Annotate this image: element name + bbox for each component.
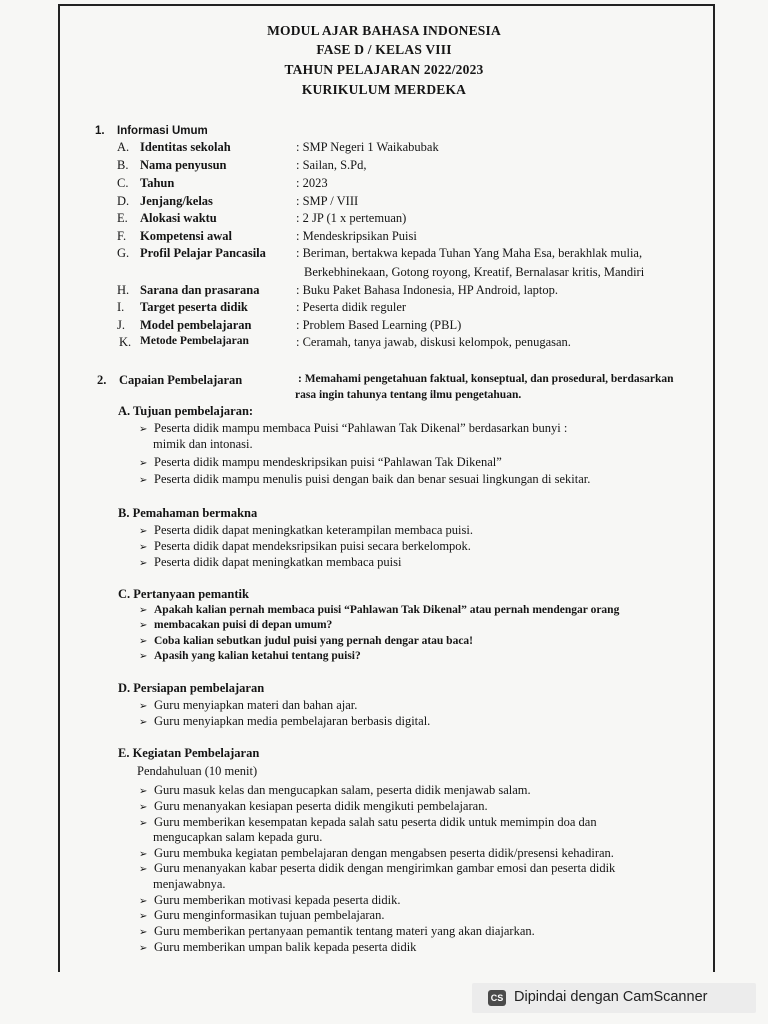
camscanner-text: Dipindai dengan CamScanner — [514, 989, 708, 1005]
bullet-item-text: membacakan puisi di depan umum? — [154, 619, 333, 631]
info-row-label: Target peserta didik — [140, 300, 248, 314]
info-row-letter: C. — [117, 176, 129, 190]
info-row-value: : Ceramah, tanya jawab, diskusi kelompok, penugasan. — [296, 335, 571, 349]
arrow-bullet-icon: ➢ — [139, 636, 148, 647]
doc-title-line2: FASE D / KELAS VIII — [316, 42, 452, 57]
doc-title-line1: MODUL AJAR BAHASA INDONESIA — [267, 23, 501, 38]
bullet-item-text: Peserta didik mampu menulis puisi dengan baik dan benar sesuai lingkungan di sekitar. — [154, 472, 591, 486]
section1-number: 1. — [95, 125, 105, 137]
bullet-item-text: Guru memberikan motivasi kepada peserta didik. — [154, 893, 401, 907]
arrow-bullet-icon: ➢ — [139, 651, 148, 662]
bullet-item — [139, 783, 531, 798]
section2-number: 2. — [97, 373, 107, 387]
info-row-label: Sarana dan prasarana — [140, 283, 260, 297]
bullet-item — [139, 861, 615, 876]
info-row-letter: J. — [117, 318, 125, 332]
info-row-label: Profil Pelajar Pancasila — [140, 246, 266, 260]
arrow-bullet-icon: ➢ — [139, 558, 148, 569]
info-row-letter: B. — [117, 158, 129, 172]
bullet-item-text: Peserta didik dapat mendeksripsikan puisi secara berkelompok. — [154, 539, 471, 553]
info-row-value: : 2023 — [296, 176, 328, 190]
info-row-label: Alokasi waktu — [140, 211, 217, 225]
info-row-value: : Problem Based Learning (PBL) — [296, 318, 462, 332]
bullet-item-text: Guru menginformasikan tujuan pembelajaran. — [154, 908, 385, 922]
info-row-letter: H. — [117, 283, 130, 297]
arrow-bullet-icon: ➢ — [139, 896, 148, 907]
bullet-item-text: Peserta didik dapat meningkatkan membaca puisi — [154, 555, 402, 569]
arrow-bullet-icon: ➢ — [139, 802, 148, 813]
subsection-subheading: Pendahuluan (10 menit) — [137, 764, 258, 778]
info-row-value: : SMP / VIII — [296, 194, 359, 208]
info-row-value-continued: Berkebhinekaan, Gotong royong, Kreatif, Bernalasar kritis, Mandiri — [304, 265, 645, 279]
bullet-item-continuation: mengucapkan salam kepada guru. — [153, 830, 323, 844]
bullet-item-text: Apakah kalian pernah membaca puisi “Pahlawan Tak Dikenal” atau pernah mendengar orang — [154, 604, 620, 616]
bullet-item — [139, 846, 614, 861]
bullet-item-text: Guru membuka kegiatan pembelajaran dengan mengabsen peserta didik/presensi kehadiran. — [154, 846, 614, 860]
info-row-letter: K. — [119, 335, 132, 349]
info-row-label: Identitas sekolah — [140, 140, 231, 154]
bullet-item — [139, 619, 332, 631]
arrow-bullet-icon: ➢ — [139, 458, 148, 469]
arrow-bullet-icon: ➢ — [139, 620, 148, 631]
bullet-item-text: Guru menyiapkan materi dan bahan ajar. — [154, 698, 358, 712]
arrow-bullet-icon: ➢ — [139, 542, 148, 553]
info-row-value: : SMP Negeri 1 Waikabubak — [296, 140, 439, 154]
bullet-item — [139, 924, 535, 939]
arrow-bullet-icon: ➢ — [139, 786, 148, 797]
info-row-label: Kompetensi awal — [140, 229, 233, 243]
arrow-bullet-icon: ➢ — [139, 943, 148, 954]
bullet-item-text: Guru memberikan umpan balik kepada peserta didik — [154, 940, 417, 954]
bullet-item-text: Peserta didik dapat meningkatkan keterampilan membaca puisi. — [154, 523, 473, 537]
bullet-item — [139, 714, 430, 729]
camscanner-watermark — [472, 983, 756, 1013]
subsection-heading: D. Persiapan pembelajaran — [118, 681, 265, 695]
bullet-item — [139, 650, 361, 662]
subsection-heading: B. Pemahaman bermakna — [118, 506, 258, 520]
info-row-label: Jenjang/kelas — [140, 194, 213, 208]
info-row-letter: G. — [117, 246, 130, 260]
bullet-item — [139, 815, 597, 830]
bullet-item — [139, 555, 402, 570]
arrow-bullet-icon: ➢ — [139, 849, 148, 860]
bullet-item-text: Guru masuk kelas dan mengucapkan salam, peserta didik menjawab salam. — [154, 783, 531, 797]
arrow-bullet-icon: ➢ — [139, 911, 148, 922]
info-row-value: : Buku Paket Bahasa Indonesia, HP Android, laptop. — [296, 283, 559, 297]
bullet-item — [139, 893, 400, 908]
info-row-letter: A. — [117, 140, 130, 154]
bullet-item — [139, 523, 473, 538]
bullet-item — [139, 539, 471, 554]
arrow-bullet-icon: ➢ — [139, 424, 148, 435]
bullet-item-text: Guru memberikan kesempatan kepada salah satu peserta didik untuk memimpin doa dan — [154, 815, 597, 829]
info-row-label: Model pembelajaran — [140, 318, 252, 332]
arrow-bullet-icon: ➢ — [139, 717, 148, 728]
bullet-item-text: Coba kalian sebutkan judul puisi yang pernah dengar atau baca! — [154, 635, 474, 647]
bullet-item-continuation: mimik dan intonasi. — [153, 437, 253, 451]
bullet-item-text: Guru menanyakan kesiapan peserta didik mengikuti pembelajaran. — [154, 799, 488, 813]
bullet-item-text: Guru menyiapkan media pembelajaran berbasis digital. — [154, 714, 431, 728]
info-row-label: Nama penyusun — [140, 158, 227, 172]
bullet-item — [139, 421, 567, 436]
bullet-item-text: Guru menanyakan kabar peserta didik dengan mengirimkan gambar emosi dan peserta didik — [154, 861, 616, 875]
info-row-label: Metode Pembelajaran — [140, 335, 249, 347]
arrow-bullet-icon: ➢ — [139, 927, 148, 938]
bullet-item-text: Peserta didik mampu membaca Puisi “Pahlawan Tak Dikenal” berdasarkan bunyi : — [154, 421, 568, 435]
bullet-item — [139, 908, 384, 923]
bullet-item — [139, 940, 416, 955]
bullet-item — [139, 799, 488, 814]
bullet-item-text: Apasih yang kalian ketahui tentang puisi? — [154, 650, 361, 662]
bullet-item — [139, 604, 619, 616]
section2-title: Capaian Pembelajaran — [119, 373, 243, 387]
arrow-bullet-icon: ➢ — [139, 864, 148, 875]
bullet-item-text: Peserta didik mampu mendeskripsikan puisi “Pahlawan Tak Dikenal” — [154, 455, 502, 469]
camscanner-logo-icon: CS — [488, 990, 506, 1006]
subsection-heading: A. Tujuan pembelajaran: — [118, 404, 254, 418]
arrow-bullet-icon: ➢ — [139, 475, 148, 486]
bullet-item — [139, 635, 473, 647]
capaian-desc-line1: : Memahami pengetahuan faktual, konseptual, dan prosedural, berdasarkan — [298, 373, 674, 385]
arrow-bullet-icon: ➢ — [139, 605, 148, 616]
info-row-value: : Sailan, S.Pd, — [296, 158, 367, 172]
bullet-item-continuation: menjawabnya. — [153, 877, 226, 891]
bullet-item — [139, 698, 357, 713]
info-row-letter: I. — [117, 300, 125, 314]
info-row-value: : Mendeskripsikan Puisi — [296, 229, 417, 243]
info-row-value: : Beriman, bertakwa kepada Tuhan Yang Maha Esa, berakhlak mulia, — [296, 246, 643, 260]
info-row-letter: F. — [117, 229, 127, 243]
doc-title-line4: KURIKULUM MERDEKA — [301, 82, 467, 97]
arrow-bullet-icon: ➢ — [139, 818, 148, 829]
bullet-item — [139, 455, 502, 470]
subsection-heading: E. Kegiatan Pembelajaran — [118, 746, 260, 760]
info-row-value: : Peserta didik reguler — [296, 300, 407, 314]
arrow-bullet-icon: ➢ — [139, 526, 148, 537]
info-row-label: Tahun — [140, 176, 175, 190]
info-row-letter: D. — [117, 194, 130, 208]
info-row-letter: E. — [117, 211, 128, 225]
arrow-bullet-icon: ➢ — [139, 701, 148, 712]
doc-title-line3: TAHUN PELAJARAN 2022/2023 — [284, 62, 484, 77]
bullet-item — [139, 472, 590, 487]
capaian-desc-line2: rasa ingin tahunya tentang ilmu pengetahuan. — [295, 389, 522, 401]
subsection-heading: C. Pertanyaan pemantik — [118, 587, 249, 601]
section1-title: Informasi Umum — [117, 125, 208, 137]
bullet-item-text: Guru memberikan pertanyaan pemantik tentang materi yang akan diajarkan. — [154, 924, 535, 938]
info-row-value: : 2 JP (1 x pertemuan) — [296, 211, 407, 225]
